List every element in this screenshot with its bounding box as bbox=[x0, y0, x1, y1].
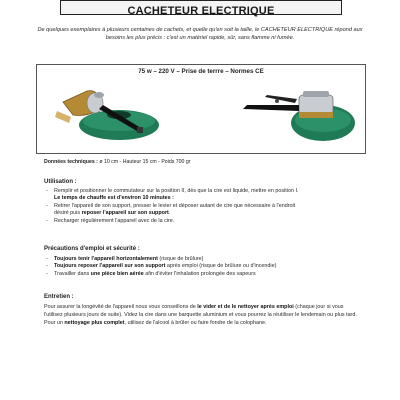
left-device-image bbox=[55, 91, 159, 140]
technical-data-value: ø 10 cm - Hauteur 15 cm - Poids 700 gr bbox=[99, 159, 191, 165]
title-box bbox=[60, 0, 342, 15]
maintenance-heading: Entretien : bbox=[44, 294, 74, 300]
safety-item: - Travailler dans une pièce bien aérée afin d'éviter l'inhalation prolongée des vapeurs bbox=[44, 271, 362, 278]
usage-item: - Remplir et positionner le commutateur sur la position II, dès que la cire est liquide, mettre en position I. bbox=[44, 188, 362, 195]
technical-data bbox=[44, 159, 190, 165]
product-photos bbox=[37, 65, 365, 153]
safety-item: - Toujours reposer l'appareil sur son support après emploi (risque de brûlure ou d'incendie) bbox=[44, 263, 362, 270]
intro-paragraph: De quelques exemplaires à plusieurs centaines de cachets, et quelle qu'en soit la taille, le CACHETEUR ELECTRIQUE répond aux besoins les plus précis : c'est un matériel rapide, sûr, sans flamme ni fumée. bbox=[37, 27, 363, 41]
safety-item: - Toujours tenir l'appareil horizontalement (risque de brûlure) bbox=[44, 256, 362, 263]
safety-list bbox=[44, 256, 362, 278]
usage-item: Le temps de chauffe est d'environ 10 minutes : bbox=[54, 195, 174, 202]
technical-data-label: Données techniques : bbox=[44, 159, 98, 165]
usage-item: - Retirer l'appareil de son support, presser le levier et déposer autant de cire que nécessaire à l'endroit bbox=[44, 203, 362, 210]
product-specs: 75 w – 220 V – Prise de terrre – Normes CE bbox=[138, 68, 264, 75]
page-title: CACHETEUR ELECTRIQUE bbox=[127, 5, 275, 17]
usage-item: désiré puis reposer l'appareil sur son support. bbox=[54, 210, 171, 217]
usage-heading: Utilisation : bbox=[44, 179, 77, 185]
product-photo-panel bbox=[36, 64, 366, 154]
usage-item: - Recharger régulièrement l'appareil avec de la cire. bbox=[44, 218, 362, 225]
usage-list bbox=[44, 188, 362, 225]
right-device-image bbox=[243, 91, 355, 141]
safety-heading: Précautions d'emploi et sécurité : bbox=[44, 246, 140, 252]
maintenance-paragraph: Pour assurer la longévité de l'appareil nous vous conseillons de le vider et de le nettoyer après emploi (chaque jour si vous l'utilisez plusieurs jours de suite). Videz la cire dans une barquette aluminium et vous pourrez la réutiliser le lendemain ou plus tard. Pour un nettoyage plus complet, utilisez de l'alcool à brûler ou faire fondre de la colophane. bbox=[44, 304, 357, 326]
